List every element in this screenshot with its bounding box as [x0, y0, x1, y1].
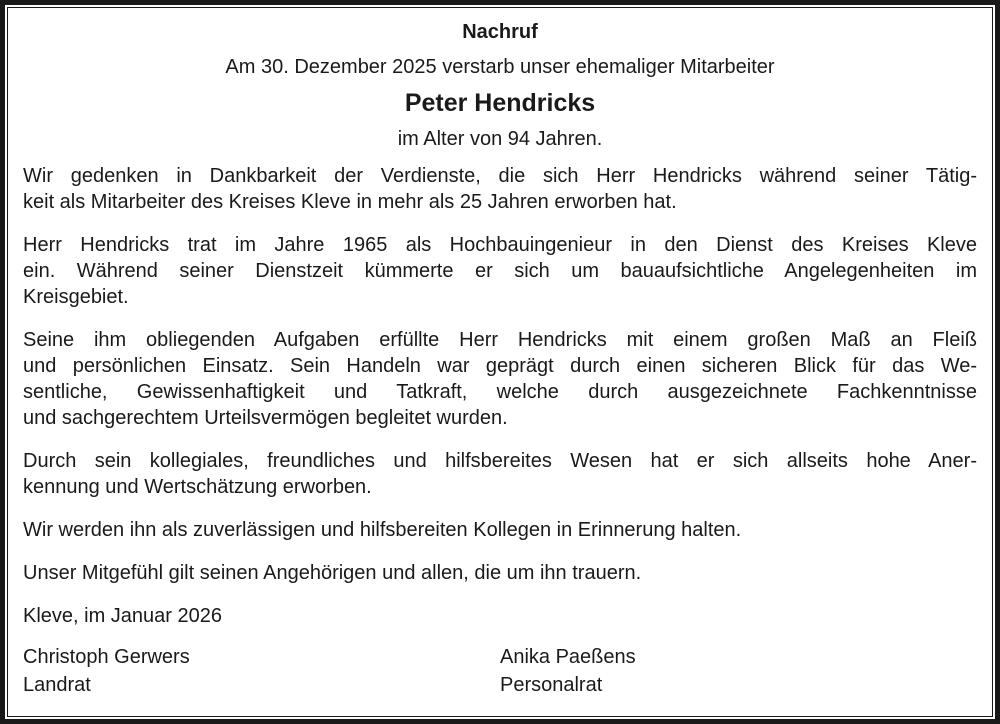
text-line: und persönlichen Einsatz. Sein Handeln war geprägt durch einen sicheren Blick für das We-	[23, 355, 977, 377]
text-line: Wir gedenken in Dankbarkeit der Verdienste, die sich Herr Hendricks während seiner Tätig-	[23, 165, 977, 187]
text-line: Seine ihm obliegenden Aufgaben erfüllte Herr Hendricks mit einem großen Maß an Fleiß	[23, 329, 977, 351]
signatory-name: Christoph Gerwers	[23, 646, 190, 668]
text-line: Unser Mitgefühl gilt seinen Angehörigen und allen, die um ihn trauern.	[23, 562, 642, 584]
age-line: im Alter von 94 Jahren.	[397, 128, 603, 150]
text-line: Herr Hendricks trat im Jahre 1965 als Hochbauingenieur in den Dienst des Kreises Kleve	[23, 234, 977, 256]
signature-left	[23, 643, 500, 699]
text-line: Durch sein kollegiales, freundliches und hilfsbereites Wesen hat er sich allseits hohe Aner-	[23, 450, 977, 472]
text-line: sentliche, Gewissenhaftigkeit und Tatkraft, welche durch ausgezeichnete Fachkenntnisse	[23, 381, 977, 403]
paragraph	[23, 163, 977, 215]
signatory-role: Landrat	[23, 674, 91, 696]
paragraph	[23, 560, 977, 586]
text-line: und sachgerechtem Urteilsvermögen begleitet wurden.	[23, 407, 508, 429]
body-text	[23, 163, 977, 629]
text-line: Kleve, im Januar 2026	[23, 605, 223, 627]
deceased-name: Peter Hendricks	[404, 89, 596, 117]
obituary-notice	[23, 18, 977, 699]
signature-right	[500, 643, 977, 699]
signatory-name: Anika Paeßens	[500, 646, 636, 668]
text-line: keit als Mitarbeiter des Kreises Kleve in mehr als 25 Jahren erworben hat.	[23, 191, 677, 213]
heading: Nachruf	[462, 21, 538, 43]
intro-line: Am 30. Dezember 2025 verstarb unser ehemaliger Mitarbeiter	[225, 56, 775, 78]
paragraph	[23, 603, 977, 629]
text-line: ein. Während seiner Dienstzeit kümmerte er sich um bauaufsichtliche Angelegenheiten im	[23, 260, 977, 282]
text-line: kennung und Wertschätzung erworben.	[23, 476, 372, 498]
paragraph	[23, 232, 977, 310]
text-line: Wir werden ihn als zuverlässigen und hilfsbereiten Kollegen in Erinnerung halten.	[23, 519, 742, 541]
paragraph	[23, 448, 977, 500]
paragraph	[23, 327, 977, 431]
signatory-role: Personalrat	[500, 674, 603, 696]
text-line: Kreisgebiet.	[23, 286, 129, 308]
paragraph	[23, 517, 977, 543]
signatures	[23, 643, 977, 699]
